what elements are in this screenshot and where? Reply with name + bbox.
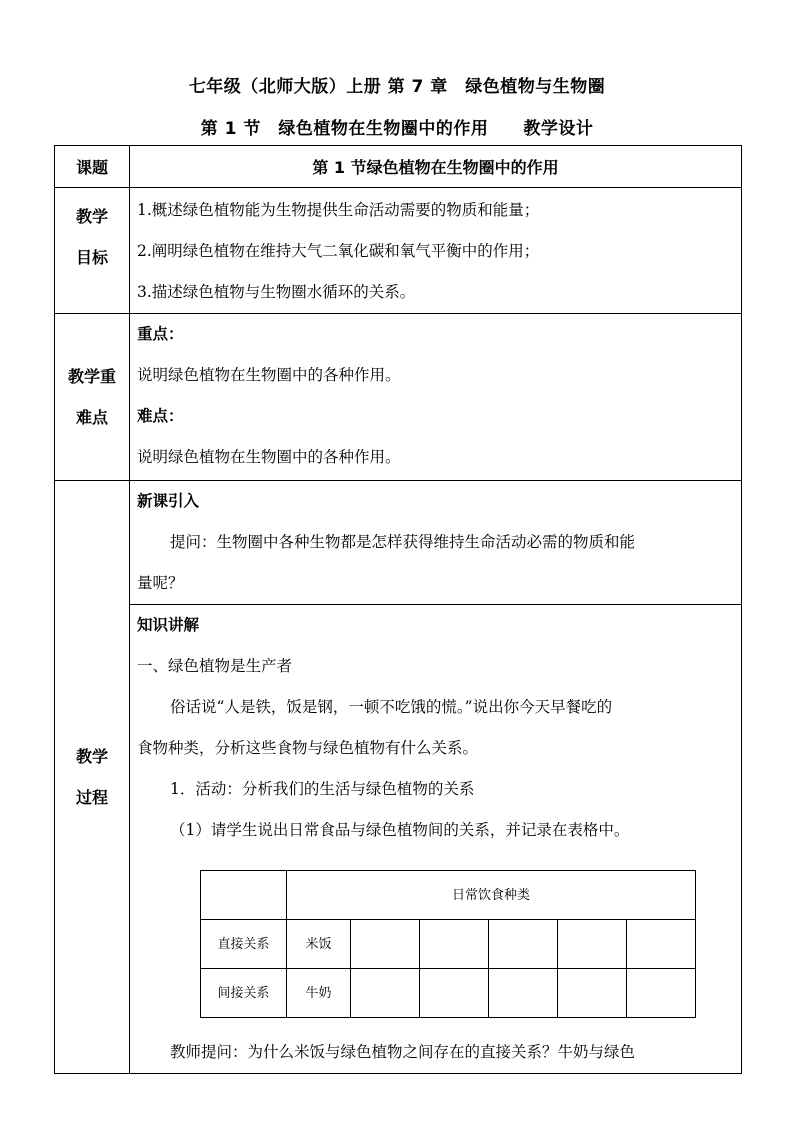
key-text: 说明绿色植物在生物圈中的各种作用。: [137, 366, 401, 384]
empty-cell: [351, 920, 420, 969]
food-item-direct: 米饭: [287, 920, 351, 969]
topic-row: [55, 146, 742, 188]
food-relation-table: [200, 870, 696, 1018]
goal-item-1: 1.概述绿色植物能为生物提供生命活动需要的物质和能量；: [137, 201, 540, 219]
process-intro-row: [55, 481, 742, 605]
empty-cell: [489, 969, 558, 1018]
intro-question-line2: 量呢？: [137, 574, 184, 592]
table-row: [201, 920, 696, 969]
intro-heading: 新课引入: [137, 492, 200, 510]
empty-cell: [420, 920, 489, 969]
document-subtitle: 第 1 节 绿色植物在生物圈中的作用 教学设计: [200, 119, 594, 139]
process-knowledge-row: [55, 605, 742, 1074]
empty-cell: [627, 969, 696, 1018]
activity-heading: 1．活动：分析我们的生活与绿色植物的关系: [170, 780, 475, 798]
lesson-plan-table: [54, 145, 742, 1074]
goal-item-3: 3.描述绿色植物与生物圈水循环的关系。: [137, 283, 416, 301]
food-table-corner: [201, 871, 287, 920]
food-table-header: 日常饮食种类: [287, 871, 696, 920]
goals-content: [130, 188, 742, 314]
empty-cell: [489, 920, 558, 969]
difficult-text: 说明绿色植物在生物圈中的各种作用。: [137, 448, 401, 466]
process-label-line2: 过程: [75, 788, 108, 807]
intro-question-line1: 提问：生物圈中各种生物都是怎样获得维持生命活动必需的物质和能: [170, 533, 636, 551]
empty-cell: [351, 969, 420, 1018]
relation-label-direct: 直接关系: [201, 920, 287, 969]
activity-instruction: （1）请学生说出日常食品与绿色植物间的关系，并记录在表格中。: [170, 821, 630, 839]
keypoints-label-line2: 难点: [75, 408, 108, 427]
document-title: 七年级（北师大版）上册 第 7 章 绿色植物与生物圈: [188, 77, 606, 97]
empty-cell: [558, 969, 627, 1018]
topic-value: 第 1 节绿色植物在生物圈中的作用: [130, 146, 742, 188]
keypoints-label-line1: 教学重: [67, 367, 116, 386]
goals-row: [55, 188, 742, 314]
goal-item-2: 2.阐明绿色植物在维持大气二氧化碳和氧气平衡中的作用；: [137, 242, 540, 260]
relation-label-indirect: 间接关系: [201, 969, 287, 1018]
key-heading: 重点：: [137, 325, 184, 343]
food-item-indirect: 牛奶: [287, 969, 351, 1018]
keypoints-row: [55, 314, 742, 481]
empty-cell: [558, 920, 627, 969]
goals-label-line2: 目标: [75, 248, 108, 267]
intro-content: [130, 481, 742, 605]
goals-label-line1: 教学: [75, 207, 108, 226]
goals-label-cell: [55, 188, 130, 314]
proverb-line1: 俗话说“人是铁，饭是钢，一顿不吃饿的慌。”说出你今天早餐吃的: [170, 698, 613, 716]
table-row: [201, 969, 696, 1018]
topic-label: 课题: [55, 146, 130, 188]
section-heading-1: 一、绿色植物是生产者: [137, 657, 293, 675]
teacher-question: 教师提问：为什么米饭与绿色植物之间存在的直接关系？牛奶与绿色: [170, 1043, 636, 1061]
proverb-line2: 食物种类，分析这些食物与绿色植物有什么关系。: [137, 739, 479, 757]
empty-cell: [627, 920, 696, 969]
difficult-heading: 难点：: [137, 407, 184, 425]
process-label-line1: 教学: [75, 747, 108, 766]
knowledge-content: [130, 605, 742, 1074]
keypoints-label-cell: [55, 314, 130, 481]
process-label-cell: [55, 481, 130, 1074]
knowledge-heading: 知识讲解: [137, 616, 200, 634]
keypoints-content: [130, 314, 742, 481]
empty-cell: [420, 969, 489, 1018]
